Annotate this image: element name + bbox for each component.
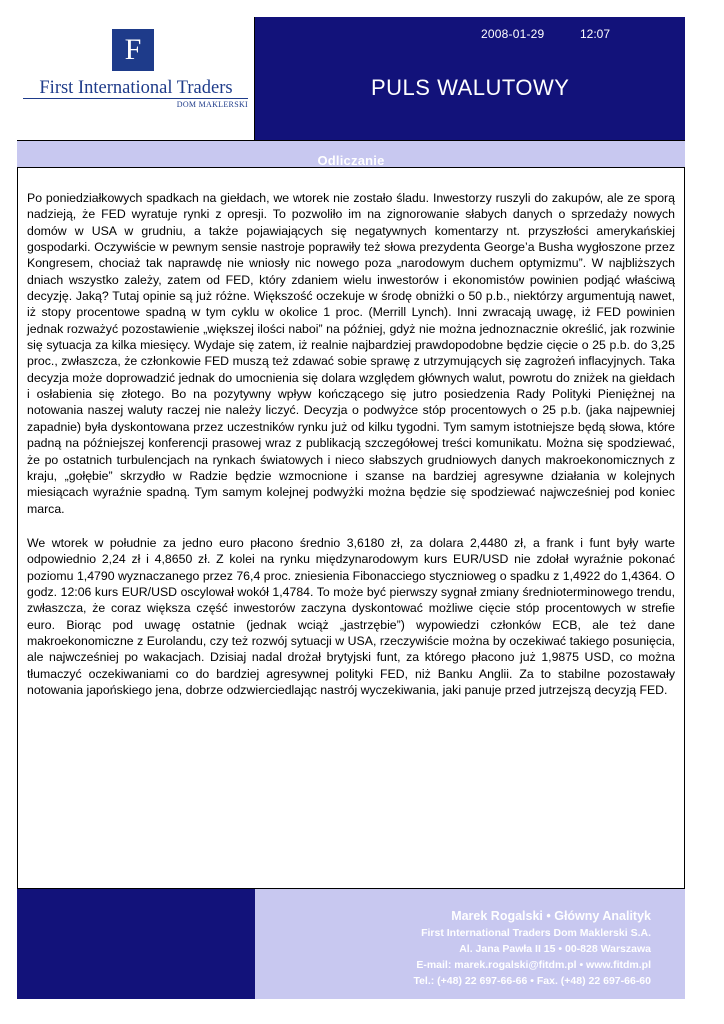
report-time: 12:07 [580, 27, 611, 41]
report-date: 2008-01-29 [481, 27, 545, 41]
section-bar [17, 140, 685, 168]
logo-divider [23, 98, 248, 99]
logo-emblem-icon: F [112, 29, 154, 71]
analyst-name: Marek Rogalski • Główny Analityk [451, 909, 651, 923]
company-name: First International Traders Dom Maklerski S.A. [421, 927, 651, 939]
article-body [27, 190, 675, 716]
footer [17, 888, 685, 999]
company-address: Al. Jana Pawła II 15 • 00-828 Warszawa [459, 943, 651, 955]
contact-phone: Tel.: (+48) 22 697-66-66 • Fax. (+48) 22 697-66-60 [413, 975, 651, 987]
title-panel [255, 17, 685, 140]
contact-email: E-mail: marek.rogalski@fitdm.pl • www.fitdm.pl [416, 959, 651, 971]
header [17, 17, 685, 140]
paragraph-1: Po poniedziałkowych spadkach na giełdach, we wtorek nie zostało śladu. Inwestorzy ruszyli do zakupów, ale ze sporą nadzieją, że FED wyratuje rynki z opresji. To pozwoliło im na zignorowanie słabych danych o sprzedaży nowych domów w USA w grudniu, a także pojawiających się negatywnych komentarzy nt. przyszłości amerykańskiej gospodarki. Oczywiście w pewnym sensie nastroje poprawiły też słowa prezydenta George’a Busha wygłoszone przez Kongresem, chociaż tak naprawdę nie wniosły nic nowego poza „narodowym duchem optymizmu”. W najbliższych dniach wszystko zależy, zatem od FED, który zdaniem wielu inwestorów i ekonomistów powinien podjąć właściwą decyzję. Jaką? Tutaj opinie są już różne. Większość oczekuje w środę obniżki o 50 p.b., niektórzy argumentują nawet, iż stopy procentowe spadną w tym cyklu w okolice 1 proc. (Merrill Lynch). Inni zwracają uwagę, iż FED powinien jednak rozważyć pozostawienie „większej ilości naboi” na później, gdyż nie można jednoznacznie określić, jak rozwinie się sytuacja za kilka miesięcy. Wydaje się zatem, iż realnie najbardziej prawdopodobne będzie cięcie o 25 p.b. do 3,25 proc., zwłaszcza, że członkowie FED muszą też zdawać sobie sprawę z utrzymujących się zagrożeń inflacyjnych. Taka decyzja może doprowadzić jednak do umocnienia się dolara względem głównych walut, powrotu do zniżek na giełdach i osłabienia się złotego. Bo na pozytywny wpływ kończącego się jutro posiedzenia Rady Polityki Pieniężnej na notowania naszej waluty raczej nie należy liczyć. Decyzja o podwyżce stóp procentowych o 25 p.b. (jaka najpewniej zapadnie) była dyskontowana przez uczestników rynku już od kilku tygodni. Tym samym istotniejsze będą słowa, które padną na późniejszej konferencji prasowej wraz z publikacją szczegółowej treści komunikatu. Można się spodziewać, że po ostatnich turbulencjach na rynkach światowych i nieco słabszych grudniowych danych makroekonomicznych z kraju, „gołębie” skrzydło w Radzie będzie wzmocnione i szanse na bardziej agresywne działania w kolejnych miesiącach wyraźnie spadną. Tym samym kolejnej podwyżki można będzie się spodziewać najwcześniej pod koniec marca. [27, 191, 675, 516]
paragraph-2: We wtorek w południe za jedno euro płacono średnio 3,6180 zł, za dolara 2,4480 zł, a frank i funt były warte odpowiednio 2,24 zł i 4,8650 zł. Z kolei na rynku międzynarodowym kurs EUR/USD nie zdołał wyraźnie pokonać poziomu 1,4790 wyznaczanego przez 76,4 proc. zniesienia Fibonacciego stycznioweg o spadku z 1,4922 do 1,4364. O godz. 12:06 kurs EUR/USD oscylował wokół 1,4784. To może być pierwszy sygnał zmiany średnioterminowego trendu, zwłaszcza, że coraz większa część inwestorów zaczyna dyskontować możliwe cięcie stóp procentowych w strefie euro. Biorąc pod uwagę ostatnie (jednak wciąż „jastrzębie”) wypowiedzi członków ECB, ale też dane makroekonomiczne z Eurolandu, czy też rozwój sytuacji w USA, rzeczywiście można by oczekiwać takiego posunięcia, ale najwcześniej po wakacjach. Dzisiaj nadal drożał brytyjski funt, za którego płacono już 1,9875 USD, co można tłumaczyć oczekiwaniami co do bardziej agresywnej polityki FED, niż Banku Anglii. Za to stabilne pozostawały notowania japońskiego jena, dobrze odzwierciedlając nastrój wyczekiwania, jaki panuje przed jutrzejszą decyzją FED. [27, 535, 675, 697]
logo-name: First International Traders [39, 78, 233, 98]
report-title: PULS WALUTOWY [371, 75, 570, 100]
section-title: Odliczanie [317, 153, 385, 168]
logo [17, 17, 255, 140]
logo-subtitle: DOM MAKLERSKI [176, 100, 248, 109]
footer-accent-block [17, 889, 255, 999]
footer-contact-panel [255, 889, 685, 999]
